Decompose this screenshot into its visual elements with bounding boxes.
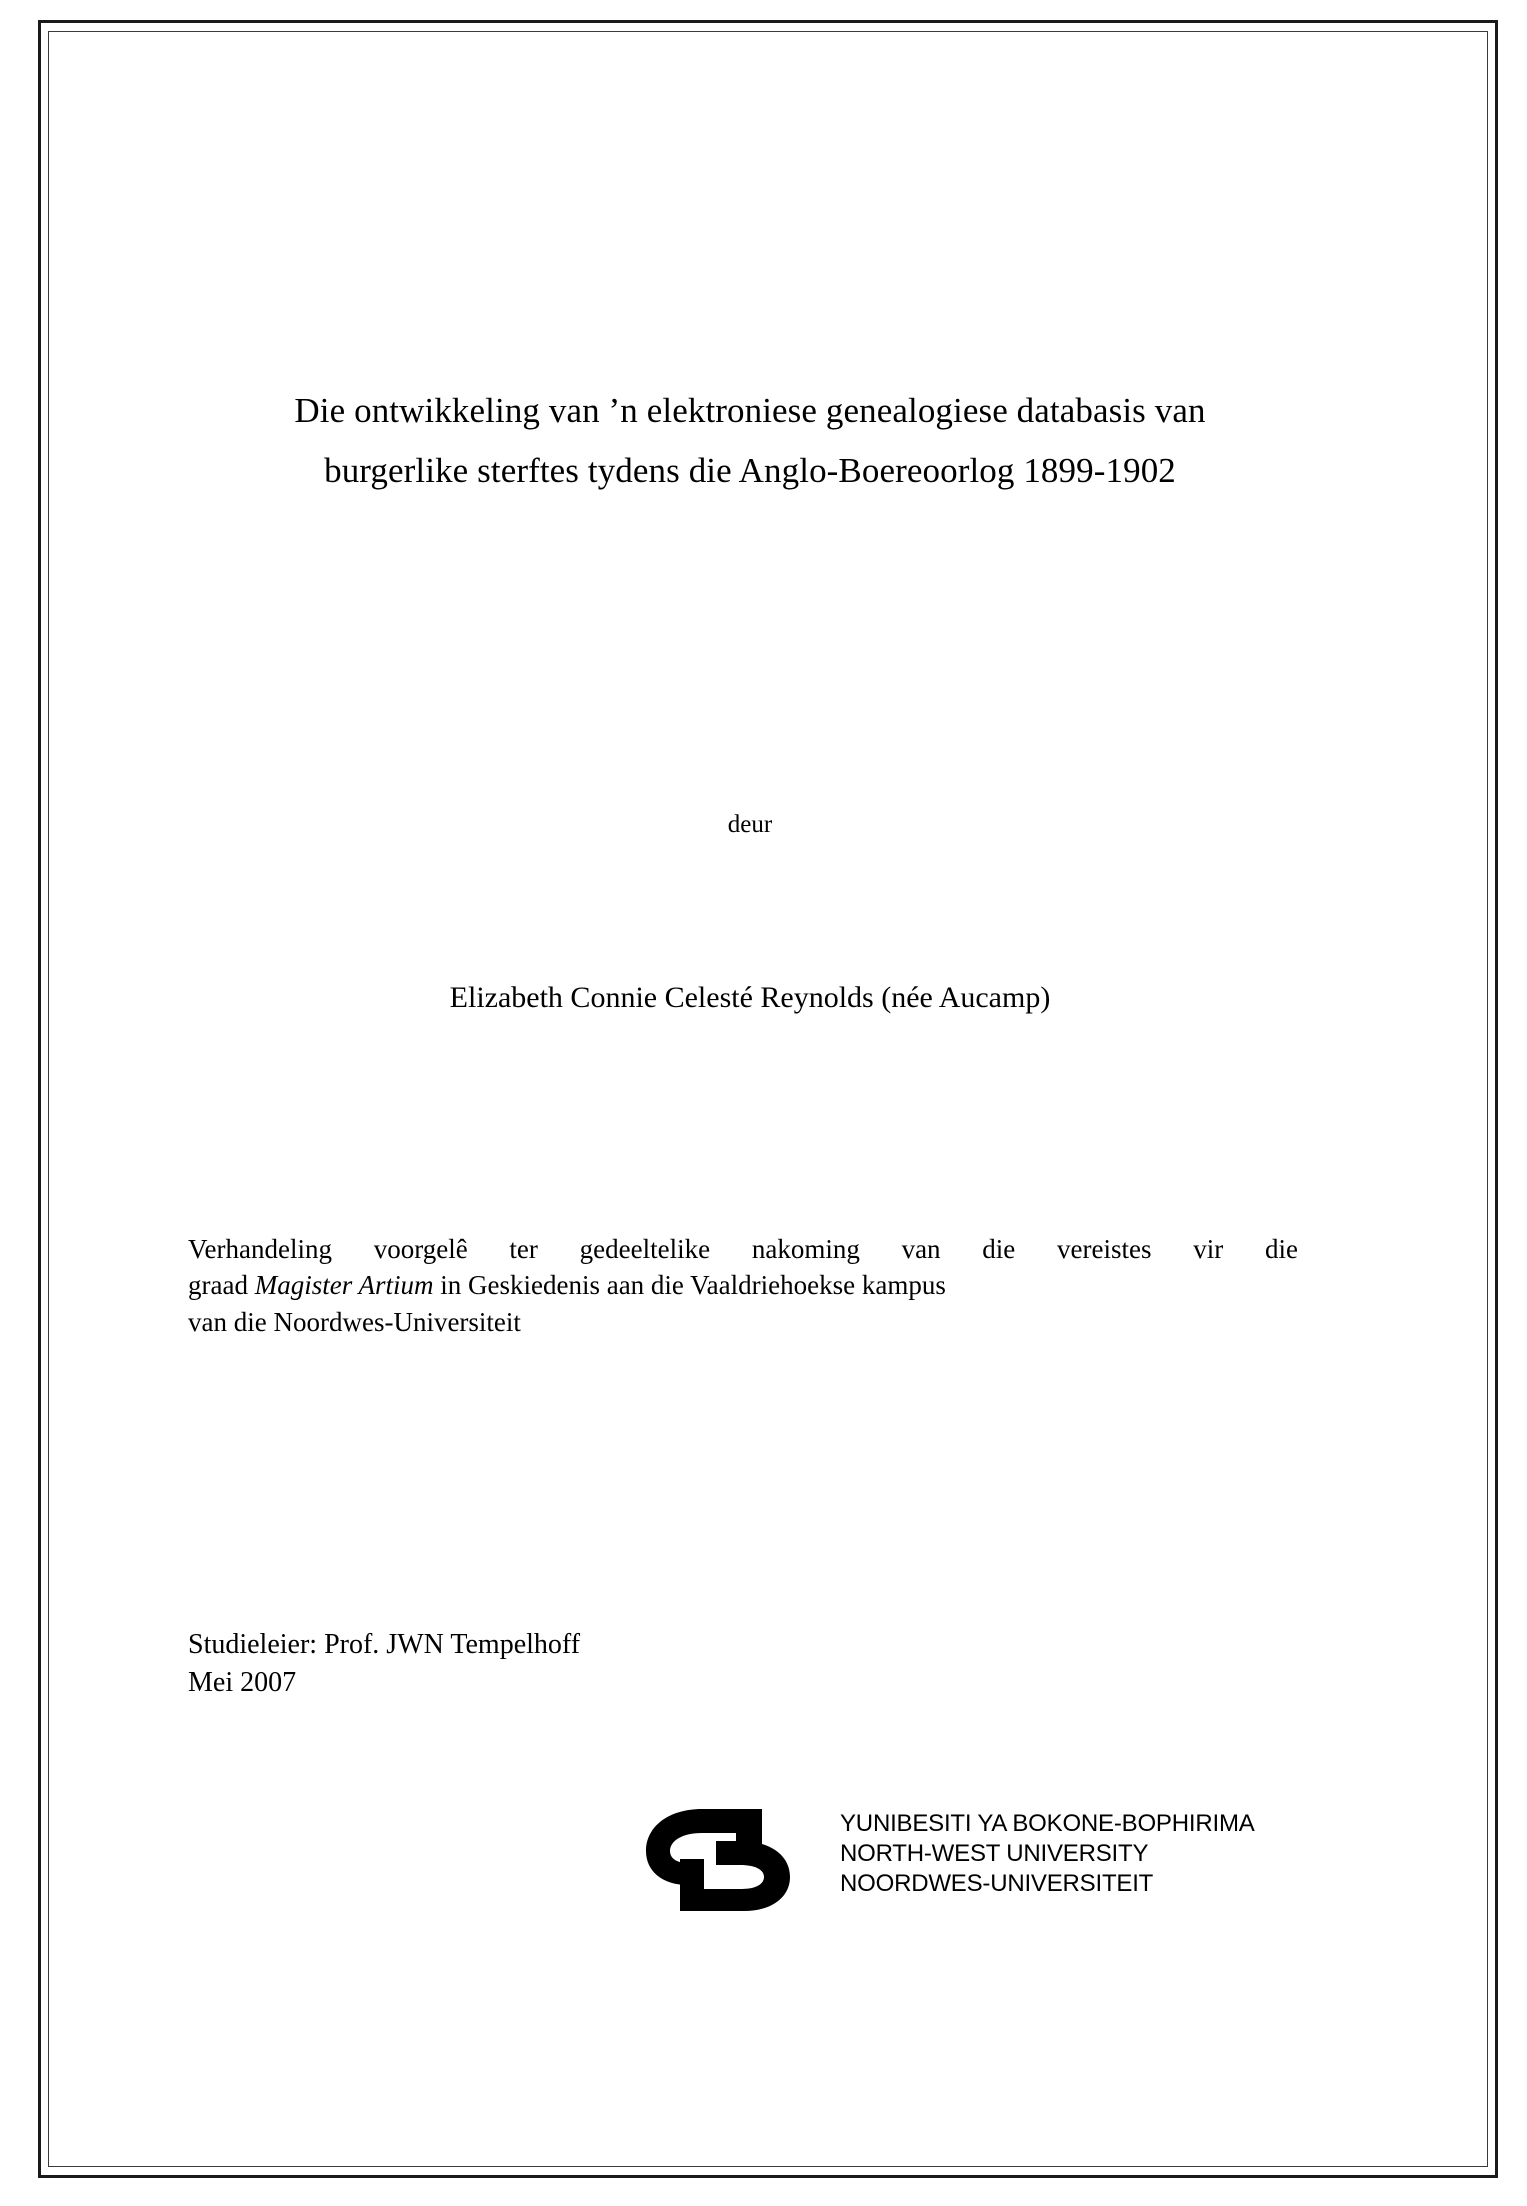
degree-name: Magister Artium [254,1270,434,1301]
title-line-2: burgerlike sterftes tydens die Anglo-Boereoorlog 1899-1902 [324,451,1176,491]
university-logo-text [840,1809,1255,1898]
supervisor-block [188,1626,1298,1702]
degree-statement [188,1231,1298,1340]
statement-line-3: van die Noordwes-Universiteit [188,1306,521,1337]
supervisor-line: Studieleier: Prof. JWN Tempelhoff [188,1629,581,1660]
logo-text-line-2: NORTH-WEST UNIVERSITY [840,1839,1149,1867]
statement-line-2-post: in Geskiedenis aan die Vaaldriehoekse kampus [433,1270,946,1301]
title-line-1: Die ontwikkeling van ’n elektroniese genealogiese databasis van [294,391,1206,430]
author-name: Elizabeth Connie Celesté Reynolds (née Aucamp) [449,981,1051,1014]
university-logo-icon [640,1805,830,1915]
by-label: deur [727,811,773,838]
statement-line-1: Verhandeling voorgelê ter gedeeltelike nakoming van die vereistes vir die [188,1234,1298,1264]
page-title [180,381,1320,501]
logo-text-line-3: NOORDWES-UNIVERSITEIT [840,1869,1154,1897]
page-content [180,31,1320,2167]
statement-line-2-pre: graad [188,1270,255,1301]
statement-line-2 [188,1267,1298,1303]
university-logo-block [580,1801,1255,1921]
date-line: Mei 2007 [188,1666,297,1698]
logo-text-line-1: YUNIBESITI YA BOKONE-BOPHIRIMA [840,1810,1255,1837]
